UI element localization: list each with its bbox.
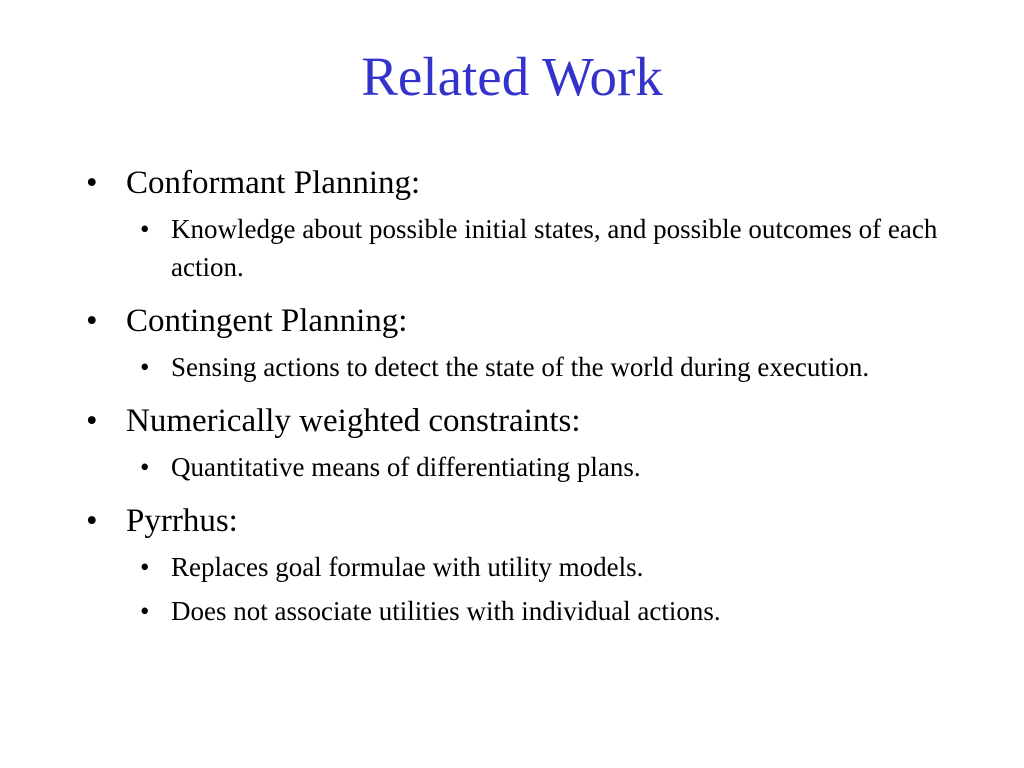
slide-title: Related Work xyxy=(361,46,663,107)
bullet-list xyxy=(86,160,946,642)
sub-bullet-item xyxy=(126,448,946,486)
bullet-item-contingent-planning xyxy=(86,298,946,386)
bullet-icon: • xyxy=(140,214,150,244)
bullet-icon: • xyxy=(86,403,98,439)
bullet-item-conformant-planning xyxy=(86,160,946,286)
bullet-label: Pyrrhus: xyxy=(126,503,238,539)
bullet-icon: • xyxy=(140,452,150,482)
sub-bullet-text: Replaces goal formulae with utility models. xyxy=(171,552,644,582)
bullet-icon: • xyxy=(140,552,150,582)
sub-bullet-item xyxy=(126,592,946,630)
sub-bullet-item xyxy=(126,548,946,586)
sub-bullet-item xyxy=(126,348,946,386)
bullet-label: Conformant Planning: xyxy=(126,165,421,201)
sub-bullet-list xyxy=(126,210,946,286)
bullet-icon: • xyxy=(140,352,150,382)
sub-bullet-list xyxy=(126,448,946,486)
sub-bullet-text: Sensing actions to detect the state of the world during execution. xyxy=(171,352,870,382)
bullet-item-pyrrhus xyxy=(86,498,946,630)
sub-bullet-item xyxy=(126,210,946,286)
bullet-icon: • xyxy=(86,503,98,539)
bullet-icon: • xyxy=(86,303,98,339)
bullet-icon: • xyxy=(86,165,98,201)
sub-bullet-text: Knowledge about possible initial states, and possible outcomes of each action. xyxy=(171,214,938,282)
bullet-item-numerically-weighted-constraints xyxy=(86,398,946,486)
sub-bullet-list xyxy=(126,348,946,386)
bullet-icon: • xyxy=(140,596,150,626)
bullet-label: Contingent Planning: xyxy=(126,303,408,339)
bullet-label: Numerically weighted constraints: xyxy=(126,403,581,439)
sub-bullet-text: Quantitative means of differentiating plans. xyxy=(171,452,641,482)
sub-bullet-list xyxy=(126,548,946,630)
sub-bullet-text: Does not associate utilities with individual actions. xyxy=(171,596,721,626)
